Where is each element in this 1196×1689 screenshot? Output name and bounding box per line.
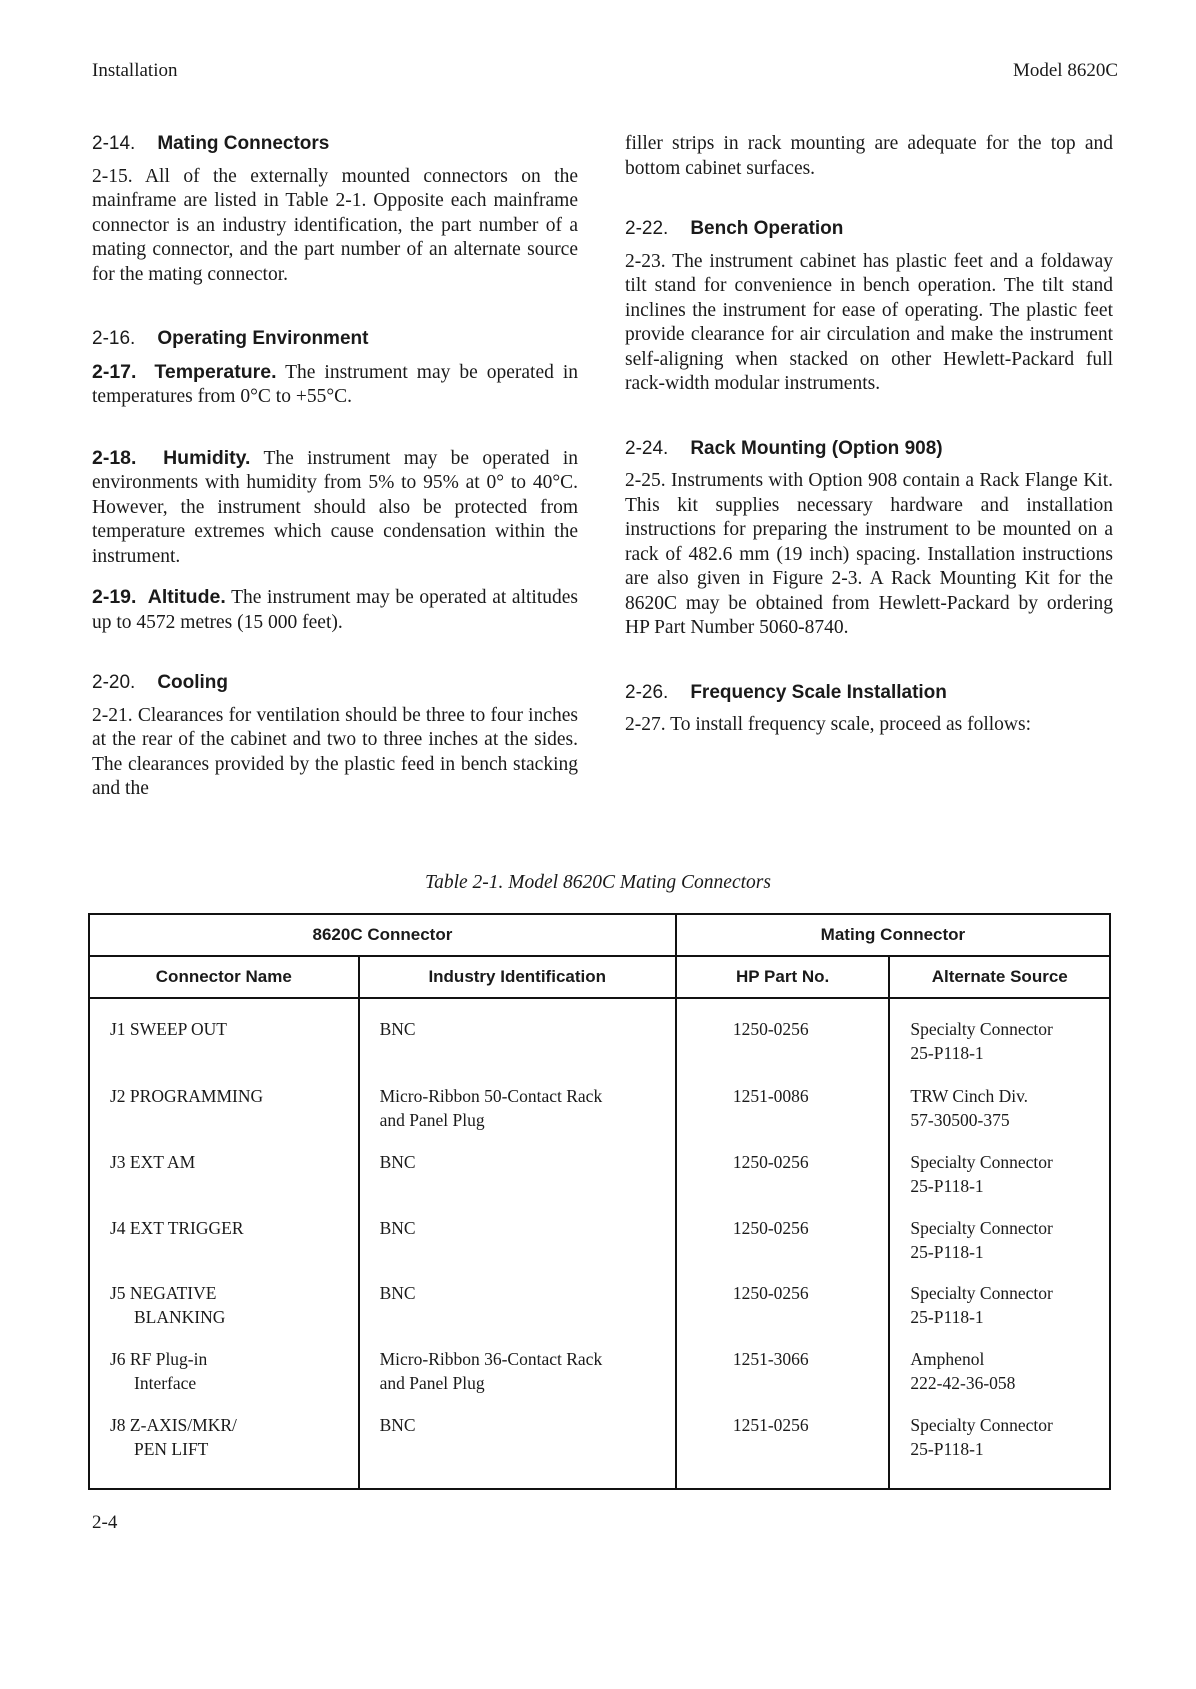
cell-alternate-source: Specialty Connector 25-P118-1	[889, 1212, 1110, 1278]
cell-connector-name: J3 EXT AM	[89, 1146, 359, 1212]
paragraph-2-17: 2-17. Temperature. The instrument may be operated in temperatures from 0°C to +55°C.	[92, 360, 579, 407]
paragraph-2-19: 2-19. Altitude. The instrument may be operated at altitudes up to 4572 metres (15 000 feet).	[92, 586, 578, 633]
right-column	[625, 132, 1113, 754]
paragraph-2-21: 2-21. Clearances for ventilation should be three to four inches at the rear of the cabinet and two to three inches at the sides. The clearances provided by the plastic feed in bench stacking and the	[92, 704, 578, 799]
cell-industry-id: BNC	[359, 1277, 676, 1343]
heading-2-26: 2-26. Frequency Scale Installation	[625, 681, 947, 703]
column-header-alternate-source: Alternate Source	[889, 956, 1110, 998]
left-column	[92, 132, 578, 818]
running-header-section: Installation	[92, 60, 178, 81]
cell-hp-part: 1250-0256	[676, 1212, 890, 1278]
cell-alternate-source: Specialty Connector 25-P118-1	[889, 998, 1110, 1080]
table-body	[89, 998, 1110, 1489]
heading-2-22: 2-22. Bench Operation	[625, 218, 844, 239]
cell-connector-name: J5 NEGATIVE BLANKING	[89, 1277, 359, 1343]
heading-2-14: 2-14. Mating Connectors	[92, 133, 330, 154]
table-row	[89, 1080, 1110, 1146]
cell-hp-part: 1251-3066	[676, 1343, 890, 1409]
cell-connector-name: J6 RF Plug-in Interface	[89, 1343, 359, 1409]
heading-2-20: 2-20. Cooling	[92, 672, 229, 693]
table-row	[89, 1146, 1110, 1212]
paragraph-2-15: 2-15. All of the externally mounted connectors on the mainframe are listed in Table 2-1. Opposite each mainframe connector is an industry identification, the part number of a mating connector, and the part number of an alternate source for the mating connector.	[92, 165, 578, 285]
table-row	[89, 1409, 1110, 1475]
cell-industry-id: BNC	[359, 1212, 676, 1278]
cell-connector-name: J2 PROGRAMMING	[89, 1080, 359, 1146]
column-header-connector-name: Connector Name	[89, 956, 359, 998]
table-row	[89, 1212, 1110, 1278]
cell-industry-id: Micro-Ribbon 36-Contact Rack and Panel Plug	[359, 1343, 676, 1409]
cell-alternate-source: TRW Cinch Div. 57-30500-375	[889, 1080, 1110, 1146]
paragraph-2-18: 2-18. Humidity. The instrument may be operated in environments with humidity from 5% to 95% at 0° to 40°C. However, the instrument should also be protected from temperature extremes which cause condensation within the instrument.	[92, 446, 578, 567]
cell-industry-id: BNC	[359, 1146, 676, 1212]
cell-industry-id: Micro-Ribbon 50-Contact Rack and Panel Plug	[359, 1080, 676, 1146]
cell-alternate-source: Amphenol 222-42-36-058	[889, 1343, 1110, 1409]
table-row	[89, 1343, 1110, 1409]
column-header-hp-part: HP Part No.	[676, 956, 890, 998]
cell-industry-id: BNC	[359, 1409, 676, 1475]
cell-connector-name: J4 EXT TRIGGER	[89, 1212, 359, 1278]
running-header-model: Model 8620C	[1012, 60, 1118, 81]
paragraph-continued: filler strips in rack mounting are adequate for the top and bottom cabinet surfaces.	[625, 133, 1113, 179]
cell-hp-part: 1250-0256	[676, 1277, 890, 1343]
group-header-mating: Mating Connector	[676, 914, 1110, 956]
cell-hp-part: 1250-0256	[676, 1146, 890, 1212]
cell-hp-part: 1251-0086	[676, 1080, 890, 1146]
column-header-industry-id: Industry Identification	[359, 956, 676, 998]
cell-alternate-source: Specialty Connector 25-P118-1	[889, 1146, 1110, 1212]
cell-connector-name: J8 Z-AXIS/MKR/ PEN LIFT	[89, 1409, 359, 1475]
group-header-8620c: 8620C Connector	[89, 914, 676, 956]
cell-alternate-source: Specialty Connector 25-P118-1	[889, 1277, 1110, 1343]
table-filler-row	[89, 1475, 1110, 1489]
cell-hp-part: 1251-0256	[676, 1409, 890, 1475]
paragraph-2-27: 2-27. To install frequency scale, proceed as follows:	[625, 714, 1032, 735]
table-row	[89, 998, 1110, 1080]
page-number: 2-4	[92, 1512, 118, 1533]
table-row	[89, 1277, 1110, 1343]
cell-connector-name: J1 SWEEP OUT	[89, 998, 359, 1080]
cell-industry-id: BNC	[359, 998, 676, 1080]
mating-connectors-table	[88, 913, 1111, 1490]
heading-2-16: 2-16. Operating Environment	[92, 328, 369, 349]
table-caption: Table 2-1. Model 8620C Mating Connectors	[425, 872, 771, 893]
paragraph-2-25: 2-25. Instruments with Option 908 contain a Rack Flange Kit. This kit supplies necessary hardware and installation instructions for preparing the instrument to be mounted on a rack of 482.6 mm (19 inch) spacing. Installation instructions are also given in Figure 2-3. A Rack Mounting Kit for the 8620C may be obtained from Hewlett-Packard by ordering HP Part Number 5060-8740.	[625, 470, 1113, 638]
cell-hp-part: 1250-0256	[676, 998, 890, 1080]
cell-alternate-source: Specialty Connector 25-P118-1	[889, 1409, 1110, 1475]
paragraph-2-23: 2-23. The instrument cabinet has plastic feet and a foldaway tilt stand for convenience in bench operation. The tilt stand inclines the instrument for ease of operating. The plastic feet provide clearance for air circulation and make the instrument self-aligning when stacked on other Hewlett-Packard full rack-width modular instruments.	[625, 250, 1113, 394]
heading-2-24: 2-24. Rack Mounting (Option 908)	[625, 437, 943, 459]
